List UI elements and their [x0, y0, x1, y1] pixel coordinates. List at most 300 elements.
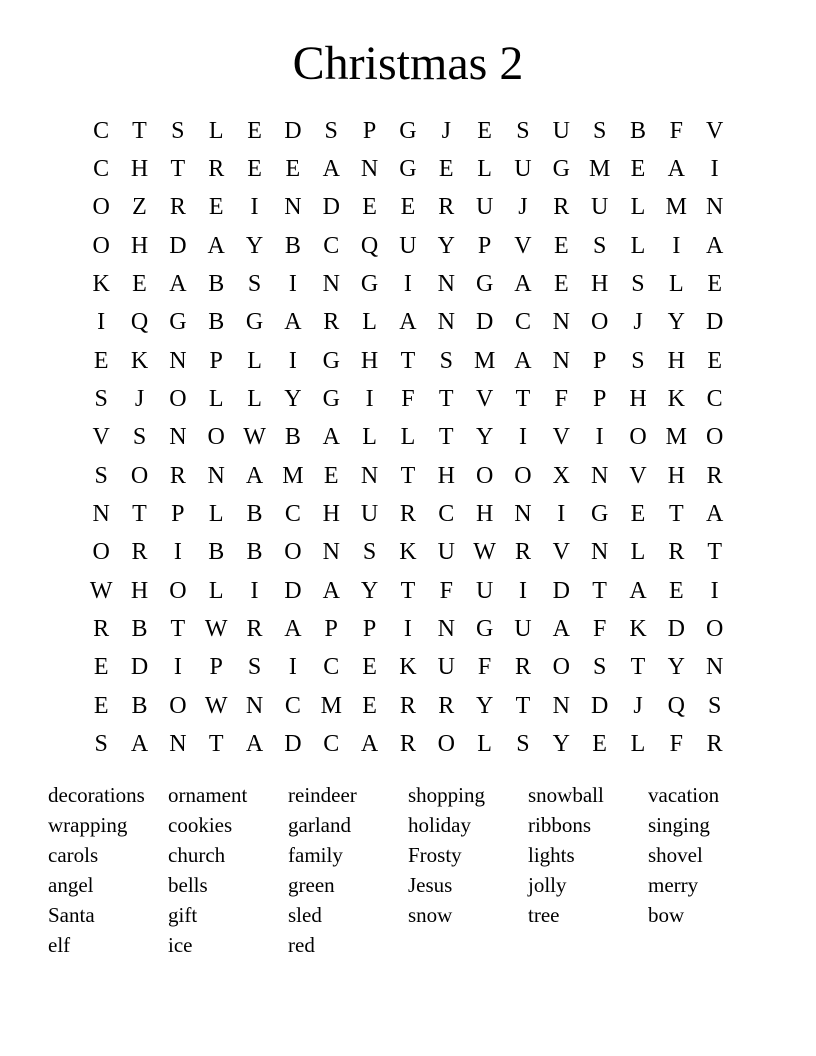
grid-letter: S: [362, 539, 377, 566]
grid-letter: B: [629, 117, 646, 144]
grid-letter: U: [590, 194, 609, 221]
grid-letter: M: [665, 424, 687, 451]
grid-letter: S: [171, 117, 185, 144]
grid-letter: U: [514, 616, 532, 643]
grid-letter: E: [285, 156, 301, 183]
grid-letter: Y: [360, 577, 379, 604]
grid-letter: N: [360, 156, 379, 183]
grid-letter: O: [130, 462, 149, 489]
word-list-item: green: [288, 873, 335, 897]
grid-letter: T: [515, 692, 531, 719]
word-list-item: vacation: [648, 783, 720, 807]
grid-letter: R: [438, 194, 455, 221]
grid-letter: N: [437, 309, 455, 336]
grid-letter: E: [630, 156, 646, 183]
grid-letter: K: [130, 347, 149, 374]
word-list-item: lights: [528, 843, 575, 867]
grid-letter: N: [437, 616, 455, 643]
word-list-item: merry: [648, 873, 699, 897]
grid-letter: O: [629, 424, 647, 451]
word-list-item: decorations: [48, 783, 145, 807]
word-list-item: shopping: [408, 783, 486, 807]
grid-letter: O: [437, 731, 455, 758]
grid-letter: I: [403, 271, 412, 298]
grid-letter: X: [552, 462, 570, 489]
grid-letter: Z: [132, 194, 147, 221]
grid-letter: E: [477, 117, 492, 144]
grid-letter: G: [399, 117, 417, 144]
grid-letter: P: [171, 501, 185, 528]
grid-letter: S: [516, 117, 530, 144]
grid-letter: D: [552, 577, 570, 604]
grid-letter: H: [130, 156, 149, 183]
grid-letter: O: [169, 386, 187, 413]
grid-letter: R: [399, 731, 416, 758]
grid-letter: V: [92, 424, 110, 451]
grid-letter: D: [284, 731, 302, 758]
word-list-item: gift: [168, 903, 198, 927]
grid-letter: W: [89, 577, 113, 604]
word-list-item: wrapping: [48, 813, 128, 837]
grid-letter: S: [247, 654, 262, 681]
word-list-item: carols: [48, 843, 99, 867]
word-list-item: family: [288, 843, 343, 867]
grid-letter: N: [706, 194, 724, 221]
grid-letter: S: [631, 271, 645, 298]
grid-letter: T: [400, 462, 416, 489]
grid-letter: P: [209, 654, 223, 681]
grid-row: [82, 457, 734, 495]
grid-letter: A: [284, 309, 302, 336]
grid-letter: R: [399, 692, 416, 719]
grid-letter: I: [173, 654, 182, 681]
grid-letter: R: [208, 156, 225, 183]
grid-row: [82, 726, 734, 764]
grid-letter: I: [518, 424, 527, 451]
grid-letter: B: [208, 539, 225, 566]
grid-letter: N: [590, 539, 609, 566]
grid-letter: S: [592, 232, 607, 259]
grid-letter: J: [633, 309, 643, 336]
grid-letter: H: [322, 501, 340, 528]
grid-letter: J: [633, 692, 643, 719]
grid-letter: A: [245, 731, 264, 758]
grid-letter: E: [323, 462, 339, 489]
grid-letter: R: [553, 194, 570, 221]
word-list-item: holiday: [408, 813, 471, 837]
word-list-item: church: [168, 843, 226, 867]
grid-letter: T: [707, 539, 722, 566]
word-list-item: Santa: [48, 903, 95, 927]
grid-letter: I: [365, 386, 374, 413]
grid-letter: E: [247, 117, 262, 144]
grid-letter: M: [473, 347, 496, 374]
grid-letter: E: [630, 501, 646, 528]
grid-letter: R: [323, 309, 340, 336]
grid-letter: A: [360, 731, 379, 758]
grid-letter: M: [320, 692, 342, 719]
grid-letter: K: [629, 616, 647, 643]
grid-letter: E: [247, 156, 262, 183]
grid-letter: I: [173, 539, 182, 566]
grid-letter: T: [208, 731, 224, 758]
grid-letter: C: [93, 117, 110, 144]
grid-row: [82, 687, 734, 725]
grid-letter: C: [514, 309, 531, 336]
grid-letter: U: [360, 501, 379, 528]
grid-row: [82, 419, 734, 457]
grid-letter: H: [475, 501, 494, 528]
grid-letter: H: [590, 271, 609, 298]
grid-letter: E: [707, 347, 722, 374]
grid-letter: J: [134, 386, 145, 413]
grid-letter: I: [250, 194, 259, 221]
grid-letter: G: [245, 309, 264, 336]
grid-letter: E: [438, 156, 454, 183]
grid-letter: A: [245, 462, 264, 489]
grid-letter: R: [706, 731, 723, 758]
grid-letter: H: [667, 462, 685, 489]
grid-letter: B: [246, 539, 263, 566]
grid-letter: U: [475, 194, 494, 221]
grid-letter: B: [131, 616, 148, 643]
grid-row: [82, 572, 734, 610]
grid-letter: O: [706, 616, 724, 643]
grid-letter: T: [170, 156, 186, 183]
grid-letter: I: [710, 156, 719, 183]
word-list-item: elf: [48, 933, 71, 957]
grid-letter: I: [672, 232, 681, 259]
grid-letter: R: [668, 539, 685, 566]
grid-letter: G: [399, 156, 417, 183]
grid-letter: E: [592, 731, 607, 758]
grid-letter: L: [362, 424, 377, 451]
grid-letter: N: [590, 462, 609, 489]
word-list-item: ice: [168, 933, 193, 957]
grid-letter: F: [439, 577, 453, 604]
grid-letter: A: [706, 232, 724, 259]
grid-letter: Q: [360, 232, 379, 259]
grid-letter: U: [475, 577, 494, 604]
grid-letter: P: [324, 616, 338, 643]
grid-letter: T: [400, 347, 416, 374]
grid-letter: I: [288, 654, 297, 681]
grid-letter: L: [247, 386, 262, 413]
grid-letter: N: [169, 347, 187, 374]
grid-letter: O: [92, 194, 110, 221]
grid-letter: D: [284, 117, 302, 144]
grid-letter: N: [169, 731, 187, 758]
grid-letter: I: [710, 577, 719, 604]
word-list-item: jolly: [528, 873, 567, 897]
grid-letter: G: [360, 271, 379, 298]
grid-letter: R: [399, 501, 416, 528]
grid-letter: K: [399, 539, 417, 566]
word-list-item: ribbons: [528, 813, 591, 837]
grid-letter: I: [518, 577, 527, 604]
grid-row: [82, 189, 734, 227]
word-list-item: Frosty: [408, 843, 462, 867]
grid-letter: N: [245, 692, 264, 719]
grid-letter: P: [362, 616, 377, 643]
grid-letter: P: [592, 347, 607, 374]
grid-letter: V: [514, 232, 532, 259]
grid-letter: T: [170, 616, 186, 643]
grid-row: [82, 610, 734, 648]
grid-letter: S: [439, 347, 453, 374]
grid-letter: N: [437, 271, 455, 298]
grid-letter: Y: [284, 386, 302, 413]
grid-letter: R: [169, 462, 186, 489]
grid-letter: L: [630, 194, 646, 221]
grid-letter: F: [554, 386, 568, 413]
grid-letter: C: [438, 501, 455, 528]
grid-letter: L: [400, 424, 416, 451]
grid-letter: A: [322, 156, 340, 183]
grid-letter: D: [322, 194, 340, 221]
grid-letter: C: [323, 731, 340, 758]
grid-letter: B: [284, 232, 301, 259]
grid-letter: C: [323, 654, 340, 681]
grid-letter: Y: [475, 692, 494, 719]
grid-letter: R: [93, 616, 110, 643]
grid-letter: R: [706, 462, 723, 489]
grid-letter: E: [362, 194, 377, 221]
grid-letter: S: [94, 731, 108, 758]
grid-row: [82, 150, 734, 188]
grid-letter: S: [592, 117, 607, 144]
grid-row: [82, 265, 734, 303]
grid-letter: W: [204, 692, 228, 719]
grid-letter: E: [668, 577, 684, 604]
grid-letter: D: [475, 309, 494, 336]
grid-row: [82, 649, 734, 687]
grid-letter: K: [92, 271, 110, 298]
grid-letter: L: [630, 232, 646, 259]
grid-letter: L: [668, 271, 684, 298]
grid-letter: N: [322, 539, 340, 566]
grid-letter: D: [169, 232, 187, 259]
grid-letter: U: [437, 654, 455, 681]
grid-letter: L: [362, 309, 377, 336]
grid-letter: D: [284, 577, 302, 604]
grid-letter: G: [322, 386, 340, 413]
grid-letter: N: [360, 462, 379, 489]
grid-letter: J: [518, 194, 528, 221]
grid-letter: G: [590, 501, 609, 528]
grid-letter: K: [667, 386, 685, 413]
grid-letter: H: [437, 462, 455, 489]
grid-letter: U: [552, 117, 570, 144]
word-list-item: singing: [648, 813, 710, 837]
grid-letter: V: [629, 462, 647, 489]
word-list-item: garland: [288, 813, 351, 837]
grid-letter: O: [590, 309, 609, 336]
grid-letter: B: [284, 424, 301, 451]
word-list-item: cookies: [168, 813, 233, 837]
grid-letter: L: [208, 577, 224, 604]
grid-letter: I: [557, 501, 566, 528]
grid-letter: H: [130, 577, 149, 604]
word-list-item: red: [288, 933, 315, 957]
grid-letter: H: [667, 347, 685, 374]
grid-letter: N: [322, 271, 340, 298]
grid-letter: Y: [667, 654, 685, 681]
grid-letter: F: [477, 654, 492, 681]
grid-letter: E: [553, 271, 569, 298]
grid-letter: L: [630, 539, 646, 566]
grid-letter: Q: [130, 309, 149, 336]
grid-letter: I: [288, 271, 297, 298]
grid-row: [82, 380, 734, 418]
grid-letter: S: [592, 654, 607, 681]
grid-letter: L: [208, 501, 224, 528]
grid-letter: A: [322, 424, 340, 451]
grid-letter: T: [400, 577, 416, 604]
grid-letter: O: [284, 539, 302, 566]
grid-letter: I: [288, 347, 297, 374]
grid-letter: A: [629, 577, 647, 604]
grid-letter: O: [514, 462, 532, 489]
grid-row: [82, 227, 734, 265]
grid-letter: A: [322, 577, 340, 604]
grid-letter: U: [399, 232, 417, 259]
grid-letter: P: [592, 386, 607, 413]
word-list-item: reindeer: [288, 783, 357, 807]
grid-letter: Y: [475, 424, 494, 451]
grid-letter: Y: [437, 232, 455, 259]
grid-letter: A: [399, 309, 417, 336]
grid-letter: P: [209, 347, 223, 374]
grid-letter: S: [707, 692, 722, 719]
word-list-item: angel: [48, 873, 94, 897]
grid-letter: V: [475, 386, 494, 413]
grid-row: [82, 495, 734, 533]
grid-letter: B: [246, 501, 263, 528]
grid-letter: Y: [245, 232, 264, 259]
grid-letter: E: [362, 654, 377, 681]
grid-letter: P: [362, 117, 377, 144]
grid-letter: P: [477, 232, 492, 259]
grid-letter: K: [399, 654, 417, 681]
grid-letter: O: [169, 692, 187, 719]
grid-letter: A: [514, 347, 532, 374]
grid-letter: A: [284, 616, 302, 643]
letter-grid: [82, 112, 734, 764]
grid-letter: R: [169, 194, 186, 221]
grid-letter: L: [477, 731, 492, 758]
grid-letter: J: [441, 117, 451, 144]
grid-letter: D: [590, 692, 609, 719]
grid-letter: N: [207, 462, 225, 489]
grid-letter: F: [592, 616, 607, 643]
grid-letter: C: [323, 232, 340, 259]
grid-letter: F: [401, 386, 415, 413]
grid-letter: E: [132, 271, 147, 298]
grid-letter: G: [475, 271, 494, 298]
grid-letter: R: [514, 539, 531, 566]
grid-row: [82, 534, 734, 572]
grid-letter: H: [360, 347, 379, 374]
grid-letter: T: [515, 386, 531, 413]
grid-letter: Y: [552, 731, 570, 758]
grid-letter: Y: [667, 309, 685, 336]
grid-letter: N: [552, 347, 570, 374]
grid-letter: B: [131, 692, 148, 719]
grid-letter: O: [475, 462, 494, 489]
grid-letter: D: [130, 654, 149, 681]
grid-letter: W: [243, 424, 266, 451]
grid-letter: O: [92, 232, 110, 259]
grid-letter: O: [92, 539, 110, 566]
grid-letter: W: [204, 616, 228, 643]
grid-letter: T: [630, 654, 646, 681]
grid-letter: T: [438, 424, 454, 451]
grid-letter: V: [706, 117, 724, 144]
grid-letter: T: [132, 117, 147, 144]
grid-letter: R: [514, 654, 531, 681]
grid-letter: A: [667, 156, 685, 183]
grid-letter: I: [403, 616, 412, 643]
grid-letter: M: [588, 156, 611, 183]
grid-letter: I: [97, 309, 106, 336]
word-list-item: Jesus: [408, 873, 453, 897]
grid-letter: G: [322, 347, 340, 374]
grid-letter: N: [514, 501, 532, 528]
grid-letter: A: [130, 731, 149, 758]
word-list-item: bow: [648, 903, 685, 927]
grid-letter: T: [438, 386, 454, 413]
grid-letter: A: [514, 271, 532, 298]
grid-letter: A: [706, 501, 724, 528]
grid-letter: E: [707, 271, 722, 298]
grid-letter: B: [208, 271, 225, 298]
grid-row: [82, 342, 734, 380]
grid-letter: A: [169, 271, 187, 298]
grid-letter: O: [552, 654, 570, 681]
grid-letter: A: [552, 616, 570, 643]
grid-row: [82, 112, 734, 150]
word-list-item: snow: [408, 903, 453, 927]
grid-letter: R: [246, 616, 263, 643]
grid-letter: N: [552, 692, 570, 719]
grid-letter: M: [282, 462, 304, 489]
grid-letter: S: [94, 462, 108, 489]
grid-letter: S: [516, 731, 530, 758]
grid-letter: R: [438, 692, 455, 719]
grid-letter: S: [631, 347, 645, 374]
grid-letter: B: [208, 309, 225, 336]
grid-letter: E: [93, 654, 109, 681]
page-title: Christmas 2: [292, 37, 524, 90]
grid-letter: H: [629, 386, 647, 413]
grid-letter: G: [475, 616, 494, 643]
grid-letter: G: [552, 156, 570, 183]
grid-letter: Q: [667, 692, 685, 719]
grid-letter: U: [514, 156, 532, 183]
grid-letter: N: [284, 194, 302, 221]
grid-letter: G: [169, 309, 187, 336]
grid-letter: T: [592, 577, 607, 604]
grid-letter: V: [552, 424, 570, 451]
grid-letter: N: [92, 501, 110, 528]
word-list-item: bells: [168, 873, 208, 897]
grid-letter: H: [130, 232, 149, 259]
grid-letter: E: [93, 347, 109, 374]
grid-letter: E: [362, 692, 377, 719]
word-list-item: ornament: [168, 783, 248, 807]
grid-letter: L: [247, 347, 262, 374]
